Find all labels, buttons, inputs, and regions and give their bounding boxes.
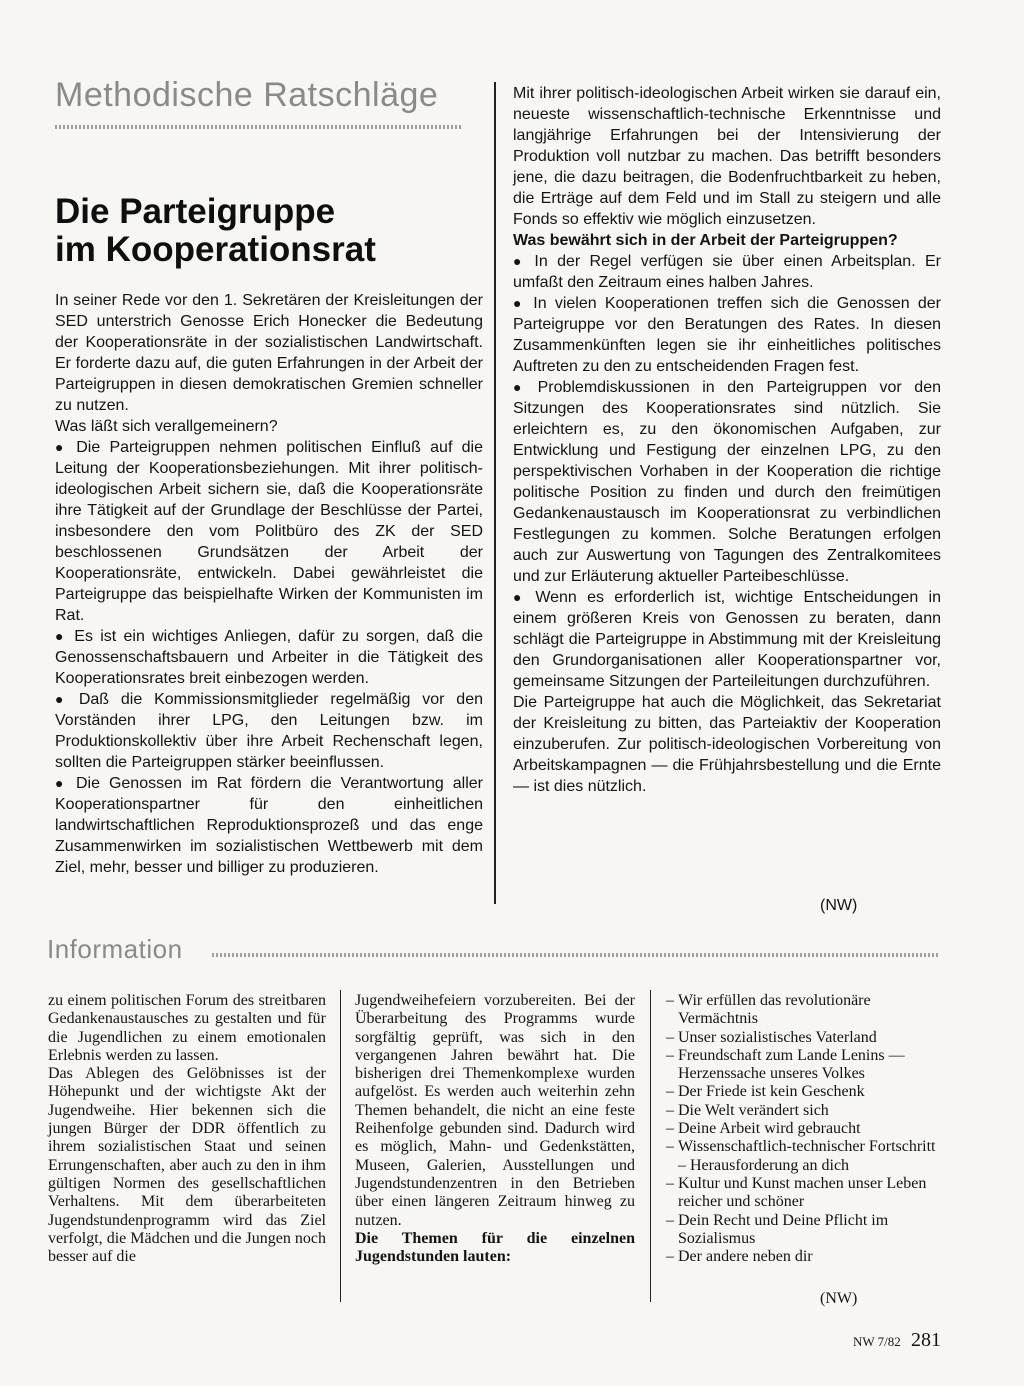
information-col-3 [666,992,944,1266]
left-bullet-1: ● Die Parteigruppen nehmen politischen Einfluß auf die Leitung der Kooperationsbeziehungen. Mit ihrer politisch-ideologischen Arbeit sichern sie, daß die Kooperationsräte ihre Tätigkeit auf der Grundlage der Beschlüsse der Partei, insbesondere den vom Politbüro des ZK der SED beschlossenen Grundsätzen der Arbeit der Kooperationsräte, entwickeln. Dabei gewährleistet die Parteigruppe das beispielhafte Wirken der Kommunisten im Rat. [55,437,483,626]
column-divider [494,82,496,904]
info-col2-bold: Die Themen für die einzelnen Jugendstunden lauten: [355,1229,635,1266]
left-bullet-4: ● Die Genossen im Rat fördern die Verantwortung aller Kooperationspartner für den einheitlichen landwirtschaftlichen Reproduktionsprozeß und das enge Zusammenwirken im sozialistischen Wettbewerb mit dem Ziel, mehr, besser und billiger zu produzieren. [55,773,483,878]
theme-item: – Wissenschaftlich-technischer Fortschritt – Herausforderung an dich [666,1138,944,1175]
article-left-column [55,290,483,878]
theme-item: – Der Friede ist kein Geschenk [666,1083,944,1101]
theme-item: – Die Welt verändert sich [666,1102,944,1120]
theme-item: – Dein Recht und Deine Pflicht im Sozialismus [666,1212,944,1249]
article-intro: In seiner Rede vor den 1. Sekretären der Kreisleitungen der SED unterstrich Genosse Erich Honecker die Bedeutung der Kooperationsräte in der sozialistischen Landwirtschaft. Er forderte dazu auf, die guten Erfahrungen in der Arbeit der Parteigruppen in diesen demokratischen Gremien schneller zu nutzen. [55,292,483,414]
info-col1-para1: zu einem politischen Forum des streitbaren Gedankenaustausches zu gestalten und für die Jugendlichen zu einem emotionalen Erlebnis werden zu lassen. [48,992,326,1064]
info-col1-para2: Das Ablegen des Gelöbnisses ist der Höhepunkt und der wichtigste Akt der Jugendweihe. Hier bekennen sich die jungen Bürger der DDR öffentlich zu ihrem sozialistischen Staat und seinen Errungenschaften, aber auch zu den in ihm gültigen Normen des gesellschaftlichen Verhaltens. Mit dem überarbeiteten Jugendstundenprogramm wird das Ziel verfolgt, die Mädchen und die Jungen noch besser auf die [48,1065,326,1266]
theme-item: – Der andere neben dir [666,1248,944,1266]
theme-item: – Freundschaft zum Lande Lenins — Herzenssache unseres Volkes [666,1047,944,1084]
info-divider-1 [340,990,341,1302]
article-right-column [513,83,941,797]
right-bullet-2: ● In vielen Kooperationen treffen sich die Genossen der Parteigruppe vor den Beratungen des Rates. In diesen Zusammenkünften legen sie ihr einheitliches politisches Auftreten zu den zu entscheidenden Fragen fest. [513,293,941,377]
left-bullet-2: ● Es ist ein wichtiges Anliegen, dafür zu sorgen, daß die Genossenschaftsbauern und Arbeiter in die Tätigkeit des Kooperationsrates breit einbezogen werden. [55,626,483,689]
theme-item: – Deine Arbeit wird gebraucht [666,1120,944,1138]
article-signature: (NW) [820,897,858,914]
right-intro: Mit ihrer politisch-ideologischen Arbeit wirken sie darauf ein, neueste wissenschaftlich-technische Erkenntnisse und langjährige Erfahrungen bei der Intensivierung der Produktion voll nutzbar zu machen. Das betrifft besonders jene, die dazu beitragen, die Bodenfruchtbarkeit zu heben, die Erträge auf dem Feld und im Stall zu steigern und alle Fonds so effektiv wie möglich einzusetzen. [513,85,941,228]
right-bullet-3: ● Problemdiskussionen in den Parteigruppen vor den Sitzungen des Kooperationsrates sind nützlich. Sie erleichtern es, zu den ökonomischen Aufgaben, zur Entwicklung und Festigung der einzelnen LPG, zu den perspektivischen Vorhaben in der Kooperation die richtige politische Position zu finden und durch den freimütigen Gedankenaustausch im Kooperationsrat zu verbindlichen Festlegungen zu kommen. Solche Beratungen erfolgen auch zur Auswertung von Tagungen des Zentralkomitees und zur Erläuterung aktueller Parteibeschlüsse. [513,377,941,587]
information-col-1 [48,992,326,1266]
question-proven: Was bewährt sich in der Arbeit der Parteigruppen? [513,232,898,249]
issue-label: NW 7/82 [853,1334,901,1349]
article-headline [55,193,485,269]
headline-line2: im Kooperationsrat [55,230,376,269]
question-generalize: Was läßt sich verallgemeinern? [55,418,278,435]
headline-line1: Die Parteigruppe [55,192,336,231]
information-title: Information [47,934,183,964]
theme-item: – Wir erfüllen das revolutionäre Vermächtnis [666,992,944,1029]
information-signature: (NW) [820,1290,858,1307]
article-closing: Die Parteigruppe hat auch die Möglichkeit, das Sekretariat der Kreisleitung zu bitten, das Parteiaktiv der Kooperation einzuberufen. Zur politisch-ideologischen Vorbereitung von Arbeitskampagnen — die Frühjahrsbestellung und die Ernte — ist dies nützlich. [513,694,941,795]
info-col2-text: Jugendweihefeiern vorzubereiten. Bei der Überarbeitung des Programms wurde sorgfältig geprüft, was sich in den vergangenen Jahren bewährt hat. Die bisherigen drei Themenkomplexe wurden aufgelöst. Es werden auch weiterhin zehn Themen behandelt, die nicht an eine feste Reihenfolge gebunden sind. Dadurch wird es möglich, Mahn- und Gedenkstätten, Museen, Galerien, Ausstellungen und Jugendstundenzentren in den Betrieben über einen längeren Zeitraum hinweg zu nutzen. [355,992,635,1229]
theme-item: – Kultur und Kunst machen unser Leben reicher und schöner [666,1175,944,1212]
section-title: Methodische Ratschläge [55,76,439,114]
themes-list [666,992,944,1266]
info-divider-2 [650,990,651,1302]
page-number: 281 [911,1329,941,1351]
left-bullet-3: ● Daß die Kommissionsmitglieder regelmäßig vor den Vorständen ihrer LPG, den Leitungen bzw. im Produktionskollektiv über ihre Arbeit Rechenschaft legen, sollten die Parteigruppen stärker beeinflussen. [55,689,483,773]
section-rule [55,125,463,129]
information-rule [212,953,940,957]
information-col-2 [355,992,635,1266]
right-bullet-4: ● Wenn es erforderlich ist, wichtige Entscheidungen in einem größeren Kreis von Genossen zu beraten, dann schlägt die Parteigruppe in Abstimmung mit der Kreisleitung den Grundorganisationen aller Kooperationspartner vor, gemeinsame Sitzungen der Parteileitungen durchzuführen. [513,587,941,692]
theme-item: – Unser sozialistisches Vaterland [666,1029,944,1047]
right-bullet-1: ● In der Regel verfügen sie über einen Arbeitsplan. Er umfaßt den Zeitraum eines halben Jahres. [513,251,941,293]
